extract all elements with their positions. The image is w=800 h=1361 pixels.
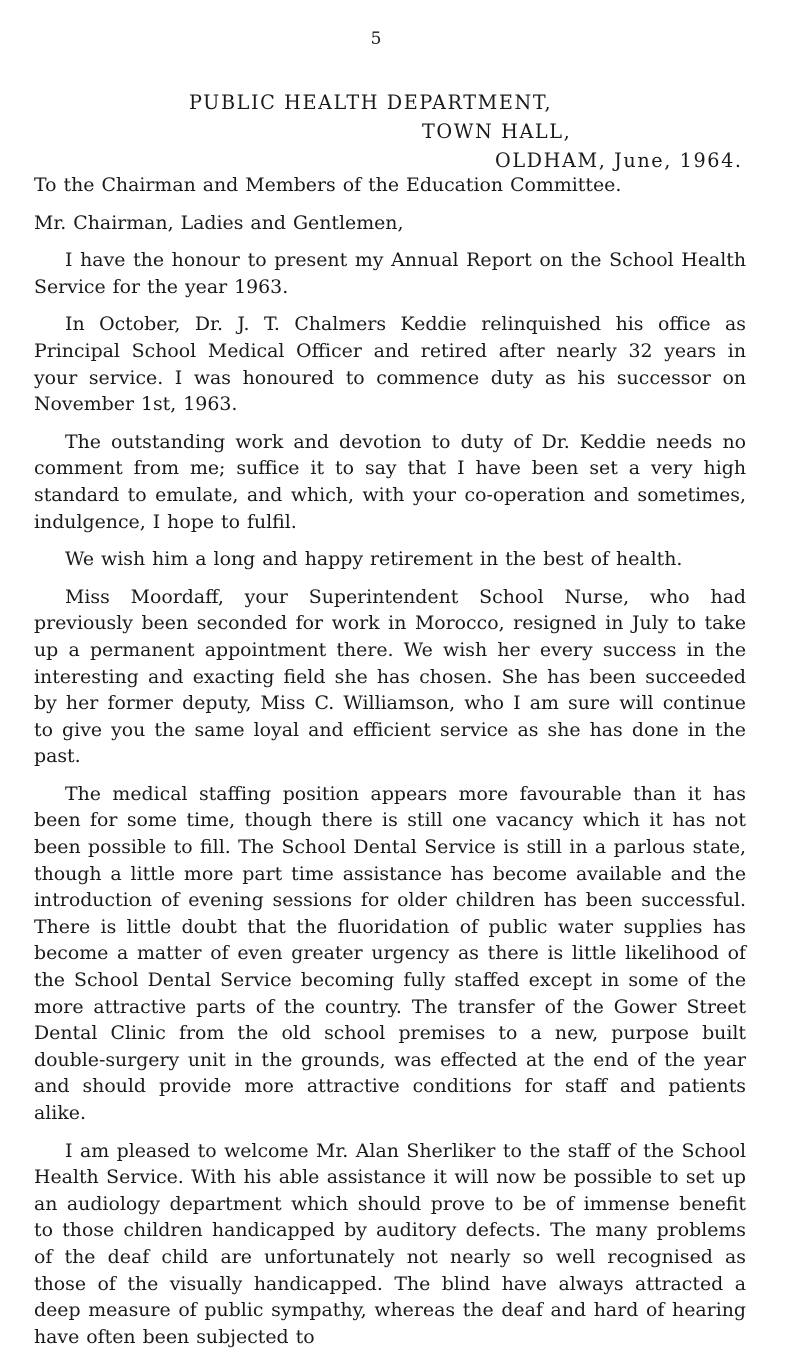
paragraph-retirement: In October, Dr. J. T. Chalmers Keddie relinquished his office as Principal School Medical Officer and retired after nearly 32 years in your service. I was honoured to commence duty as his successor on November 1st, 1963. (34, 313, 746, 416)
letter-address-block (0, 88, 800, 175)
paragraph-report-intro: I have the honour to present my Annual Report on the School Health Service for the year 1963. (34, 249, 746, 298)
letter-body (34, 172, 746, 1361)
greeting-line: Mr. Chairman, Ladies and Gentlemen, (34, 211, 404, 234)
paragraph-tribute: The outstanding work and devotion to duty of Dr. Keddie needs no comment from me; suffice it to say that I have been set a very high standard to emulate, and which, with your co-operation and sometimes, indulgence, I hope to fulfil. (34, 430, 746, 533)
addressee-line: To the Chairman and Members of the Education Committee. (34, 174, 622, 196)
page-number: 5 (370, 29, 382, 49)
address-department: PUBLIC HEALTH DEPARTMENT, (189, 91, 553, 114)
paragraph-staffing: The medical staffing position appears more favourable than it has been for some time, though there is still one vacancy which it has not been possible to fill. The School Dental Service is still in a parlous state, though a little more part time assistance has become available and the introduction of evening sessions for older children has been successful. There is little doubt that the fluoridation of public water supplies has become a matter of even greater urgency as there is little likelihood of the School Dental Service becoming fully staffed except in some of the more attractive parts of the country. The transfer of the Gower Street Dental Clinic from the old school premises to a new, purpose built double-surgery unit in the grounds, was effected at the end of the year and should provide more attractive conditions for staff and patients alike. (34, 782, 746, 1124)
address-building: TOWN HALL, (422, 120, 572, 143)
paragraph-nurse: Miss Moordaff, your Superintendent School Nurse, who had previously been seconded for work in Morocco, resigned in July to take up a permanent appointment there. We wish her every success in the interesting and exacting field she has chosen. She has been succeeded by her former deputy, Miss C. Williamson, who I am sure will continue to give you the same loyal and efficient service as she has done in the past. (34, 585, 746, 768)
paragraph-audiology: I am pleased to welcome Mr. Alan Sherliker to the staff of the School Health Service. With his able assistance it will now be possible to set up an audiology department which should prove to be of immense benefit to those children handicapped by auditory defects. The many problems of the deaf child are unfortunately not nearly so well recognised as those of the visually handicapped. The blind have always attracted a deep measure of public sympathy, whereas the deaf and hard of hearing have often been subjected to (34, 1139, 746, 1348)
address-place-date: OLDHAM, June, 1964. (495, 149, 743, 172)
paragraph-wishes: We wish him a long and happy retirement in the best of health. (65, 548, 683, 571)
